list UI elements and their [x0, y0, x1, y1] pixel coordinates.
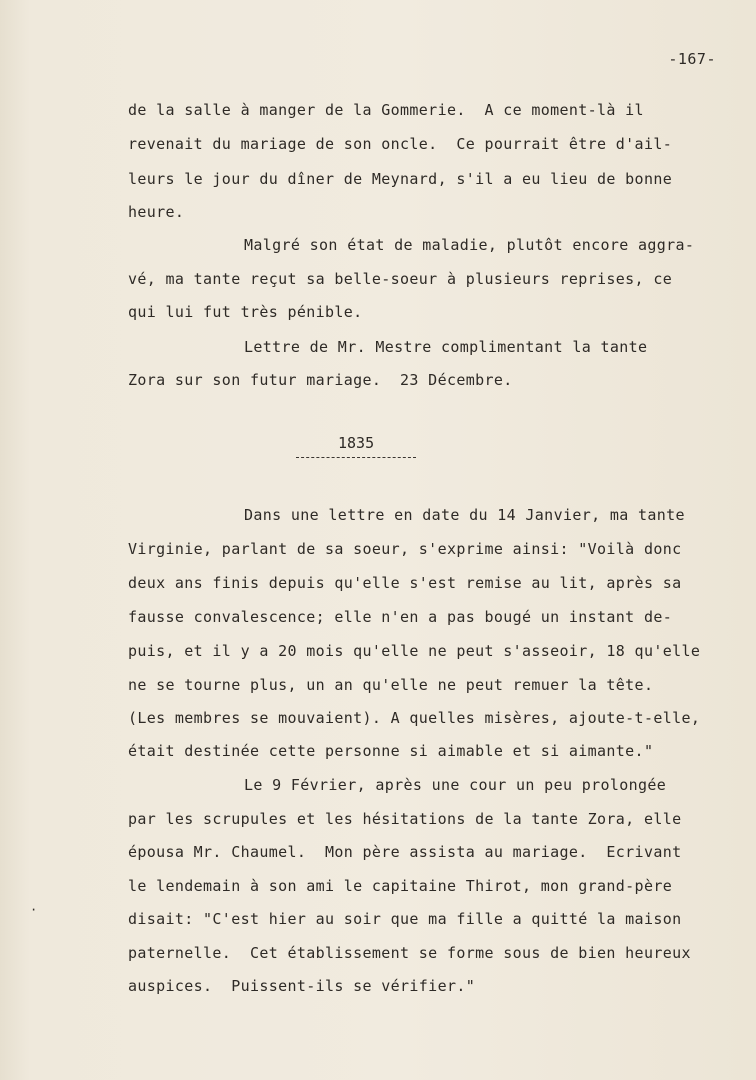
text-line: Lettre de Mr. Mestre complimentant la tante	[244, 338, 648, 356]
text-line: puis, et il y a 20 mois qu'elle ne peut s'asseoir, 18 qu'elle	[128, 642, 701, 660]
text-line: heure.	[128, 203, 185, 221]
text-line: Le 9 Février, après une cour un peu prolongée	[244, 776, 667, 794]
text-line: fausse convalescence; elle n'en a pas bougé un instant de-	[128, 608, 673, 626]
text-line: était destinée cette personne si aimable et si aimante."	[128, 742, 654, 760]
text-line: (Les membres se mouvaient). A quelles misères, ajoute-t-elle,	[128, 709, 701, 727]
text-line: paternelle. Cet établissement se forme sous de bien heureux	[128, 944, 691, 962]
section-heading: 1835	[338, 434, 375, 452]
text-line: ne se tourne plus, un an qu'elle ne peut remuer la tête.	[128, 676, 654, 694]
text-line: revenait du mariage de son oncle. Ce pourrait être d'ail-	[128, 135, 673, 153]
text-line: auspices. Puissent-ils se vérifier."	[128, 977, 476, 995]
text-line: épousa Mr. Chaumel. Mon père assista au mariage. Ecrivant	[128, 843, 682, 861]
text-line: Dans une lettre en date du 14 Janvier, ma tante	[244, 506, 685, 524]
text-line: deux ans finis depuis qu'elle s'est remise au lit, après sa	[128, 574, 682, 592]
text-line: le lendemain à son ami le capitaine Thirot, mon grand-père	[128, 877, 673, 895]
text-line: vé, ma tante reçut sa belle-soeur à plusieurs reprises, ce	[128, 270, 673, 288]
text-line: de la salle à manger de la Gommerie. A ce moment-là il	[128, 101, 644, 119]
margin-mark: ·	[30, 903, 38, 917]
text-line: Malgré son état de maladie, plutôt encore aggra-	[244, 236, 695, 254]
text-line: leurs le jour du dîner de Meynard, s'il a eu lieu de bonne	[128, 170, 673, 188]
text-line: par les scrupules et les hésitations de la tante Zora, elle	[128, 810, 682, 828]
text-line: qui lui fut très pénible.	[128, 303, 363, 321]
heading-underline	[296, 457, 416, 458]
text-line: Zora sur son futur mariage. 23 Décembre.	[128, 371, 513, 389]
text-line: disait: "C'est hier au soir que ma fille a quitté la maison	[128, 910, 682, 928]
page-number: -167-	[668, 50, 716, 68]
text-line: Virginie, parlant de sa soeur, s'exprime ainsi: "Voilà donc	[128, 540, 682, 558]
